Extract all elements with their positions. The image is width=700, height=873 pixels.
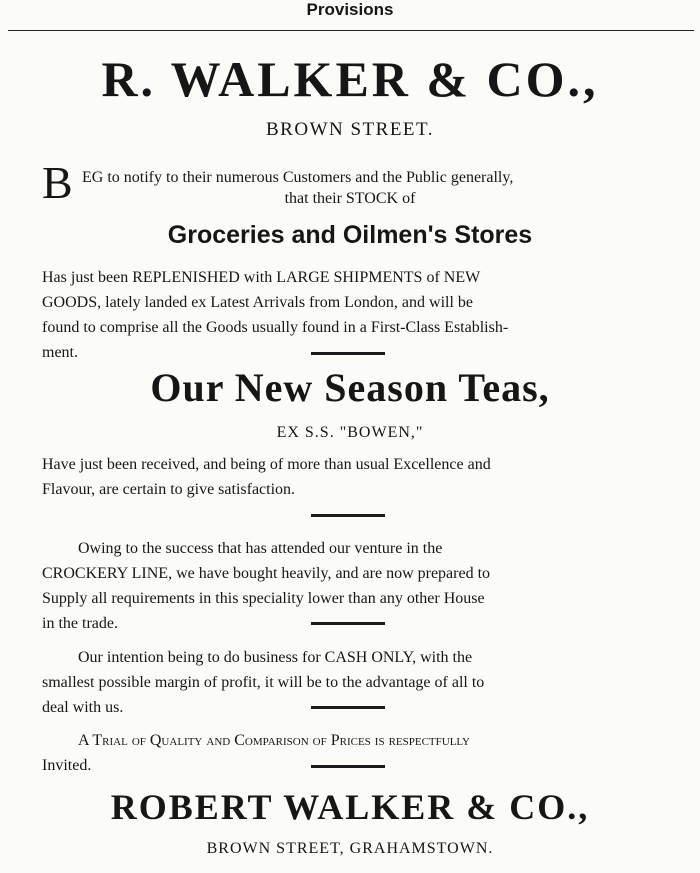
crockery-line-2: CROCKERY LINE, we have bought heavily, and are now prepared to	[42, 565, 491, 582]
teas-heading: Our New Season Teas,	[150, 365, 550, 410]
groceries-heading: Groceries and Oilmen's Stores	[167, 221, 533, 249]
replenished-line-3: found to comprise all the Goods usually found in a First-Class Establish-	[42, 319, 509, 336]
cash-line-1: Our intention being to do business for CASH ONLY, with the	[78, 649, 473, 666]
teas-ship: EX S.S. "BOWEN,"	[276, 424, 424, 441]
cash-line-3: deal with us.	[42, 699, 124, 716]
replenished-line-1: Has just been REPLENISHED with LARGE SHIPMENTS of NEW	[42, 269, 481, 286]
footer-firm-name: ROBERT WALKER & CO.,	[110, 787, 590, 827]
replenished-line-4: ment.	[42, 344, 78, 361]
header-rule	[8, 30, 694, 31]
intro-line-1: EG to notify to their numerous Customers and the Public generally,	[82, 169, 514, 186]
crockery-line-1: Owing to the success that has attended our venture in the	[78, 540, 443, 557]
divider-rule	[311, 352, 385, 355]
intro-line-2: that their STOCK of	[284, 190, 416, 207]
footer-address: BROWN STREET, GRAHAMSTOWN.	[206, 840, 494, 857]
divider-rule	[311, 765, 385, 768]
crockery-line-3: Supply all requirements in this speciality lower than any other House	[42, 590, 485, 607]
trial-line-2: Invited.	[42, 757, 92, 774]
crockery-line-4: in the trade.	[42, 615, 118, 632]
firm-street: BROWN STREET.	[266, 119, 434, 140]
section-header: Provisions	[306, 0, 394, 19]
replenished-line-2: GOODS, lately landed ex Latest Arrivals from London, and will be	[42, 294, 474, 311]
trial-line-1: A Trial of Quality and Comparison of Prices is respectfully	[78, 732, 470, 749]
divider-rule	[311, 622, 385, 625]
divider-rule	[311, 514, 385, 517]
cash-line-2: smallest possible margin of profit, it will be to the advantage of all to	[42, 674, 485, 691]
firm-name: R. WALKER & CO.,	[101, 51, 599, 107]
teas-line-2: Flavour, are certain to give satisfaction.	[42, 481, 296, 498]
teas-line-1: Have just been received, and being of more than usual Excellence and	[42, 456, 491, 473]
drop-cap: B	[42, 157, 73, 208]
divider-rule	[311, 706, 385, 709]
